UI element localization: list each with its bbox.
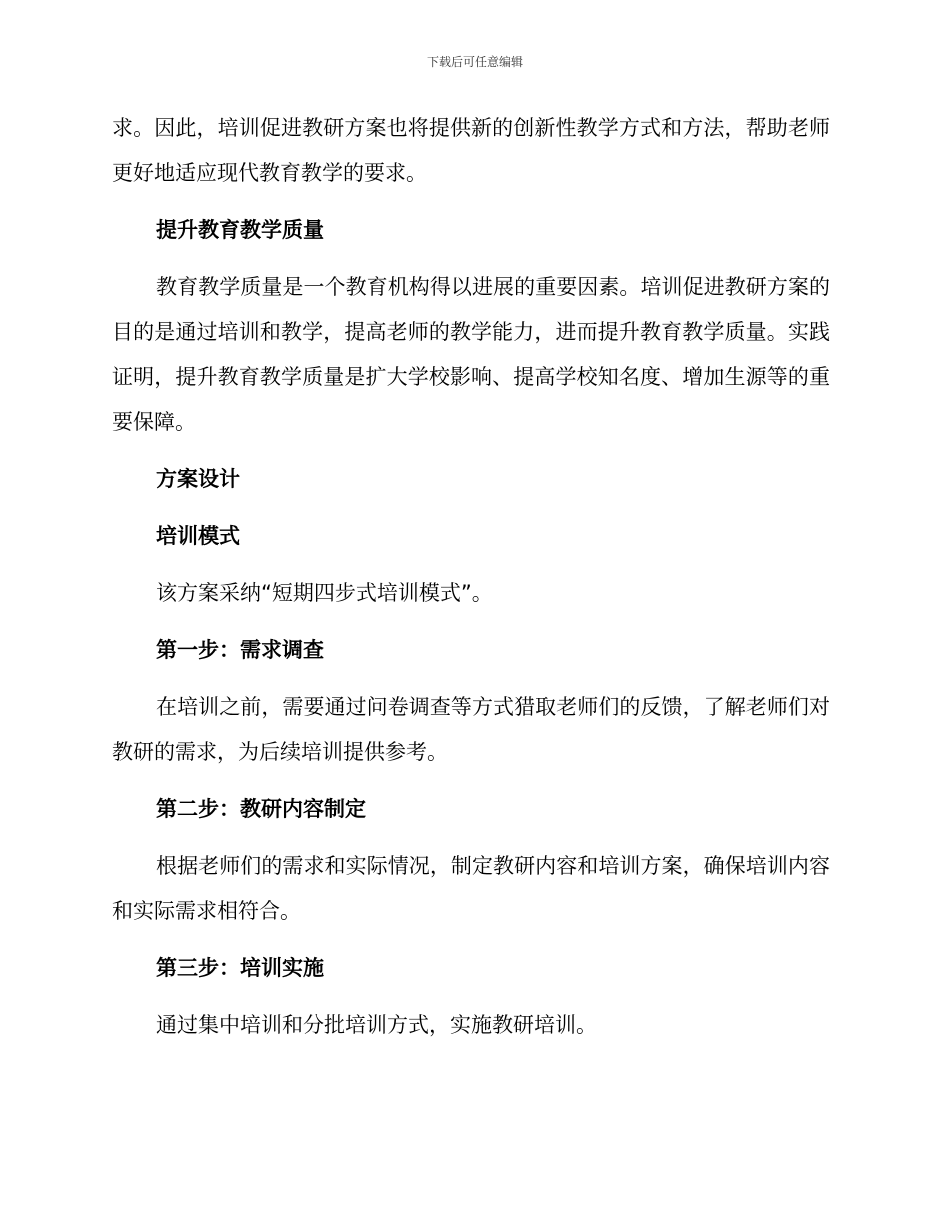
- paragraph-step-three: 通过集中培训和分批培训方式，实施教研培训。: [156, 1013, 597, 1037]
- heading-step-three: 第三步：培训实施: [156, 956, 324, 980]
- document-body: [112, 106, 830, 1048]
- heading-step-one: 第一步：需求调查: [156, 638, 324, 662]
- paragraph-step-one: 在培训之前，需要通过问卷调查等方式猎取老师们的反馈，了解老师们对教研的需求，为后续培训提供参考。: [112, 695, 830, 764]
- spacer: [112, 832, 830, 844]
- heading-improve-quality: 提升教育教学质量: [156, 218, 324, 242]
- paragraph-continuation: 求。因此，培训促进教研方案也将提供新的创新性教学方式和方法，帮助老师更好地适应现代教育教学的要求。: [112, 116, 830, 185]
- paragraph-mode: 该方案采纳“短期四步式培训模式”。: [156, 581, 493, 605]
- spacer: [112, 775, 830, 787]
- paragraph-quality: 教育教学质量是一个教育机构得以进展的重要因素。培训促进教研方案的目的是通过培训和教学，提高老师的教学能力，进而提升教育教学质量。实践证明，提升教育教学质量是扩大学校影响、提高学校知名度、增加生源等的重要保障。: [112, 275, 830, 434]
- spacer: [112, 445, 830, 457]
- header-note: 下载后可任意编辑: [426, 55, 523, 69]
- spacer: [112, 616, 830, 628]
- spacer: [112, 934, 830, 946]
- spacer: [112, 559, 830, 571]
- spacer: [112, 253, 830, 265]
- spacer: [112, 673, 830, 685]
- heading-training-mode: 培训模式: [156, 524, 240, 548]
- spacer: [112, 196, 830, 208]
- heading-plan-design: 方案设计: [156, 467, 240, 491]
- heading-step-two: 第二步：教研内容制定: [156, 797, 366, 821]
- paragraph-step-two: 根据老师们的需求和实际情况，制定教研内容和培训方案，确保培训内容和实际需求相符合。: [112, 854, 830, 923]
- spacer: [112, 991, 830, 1003]
- spacer: [112, 502, 830, 514]
